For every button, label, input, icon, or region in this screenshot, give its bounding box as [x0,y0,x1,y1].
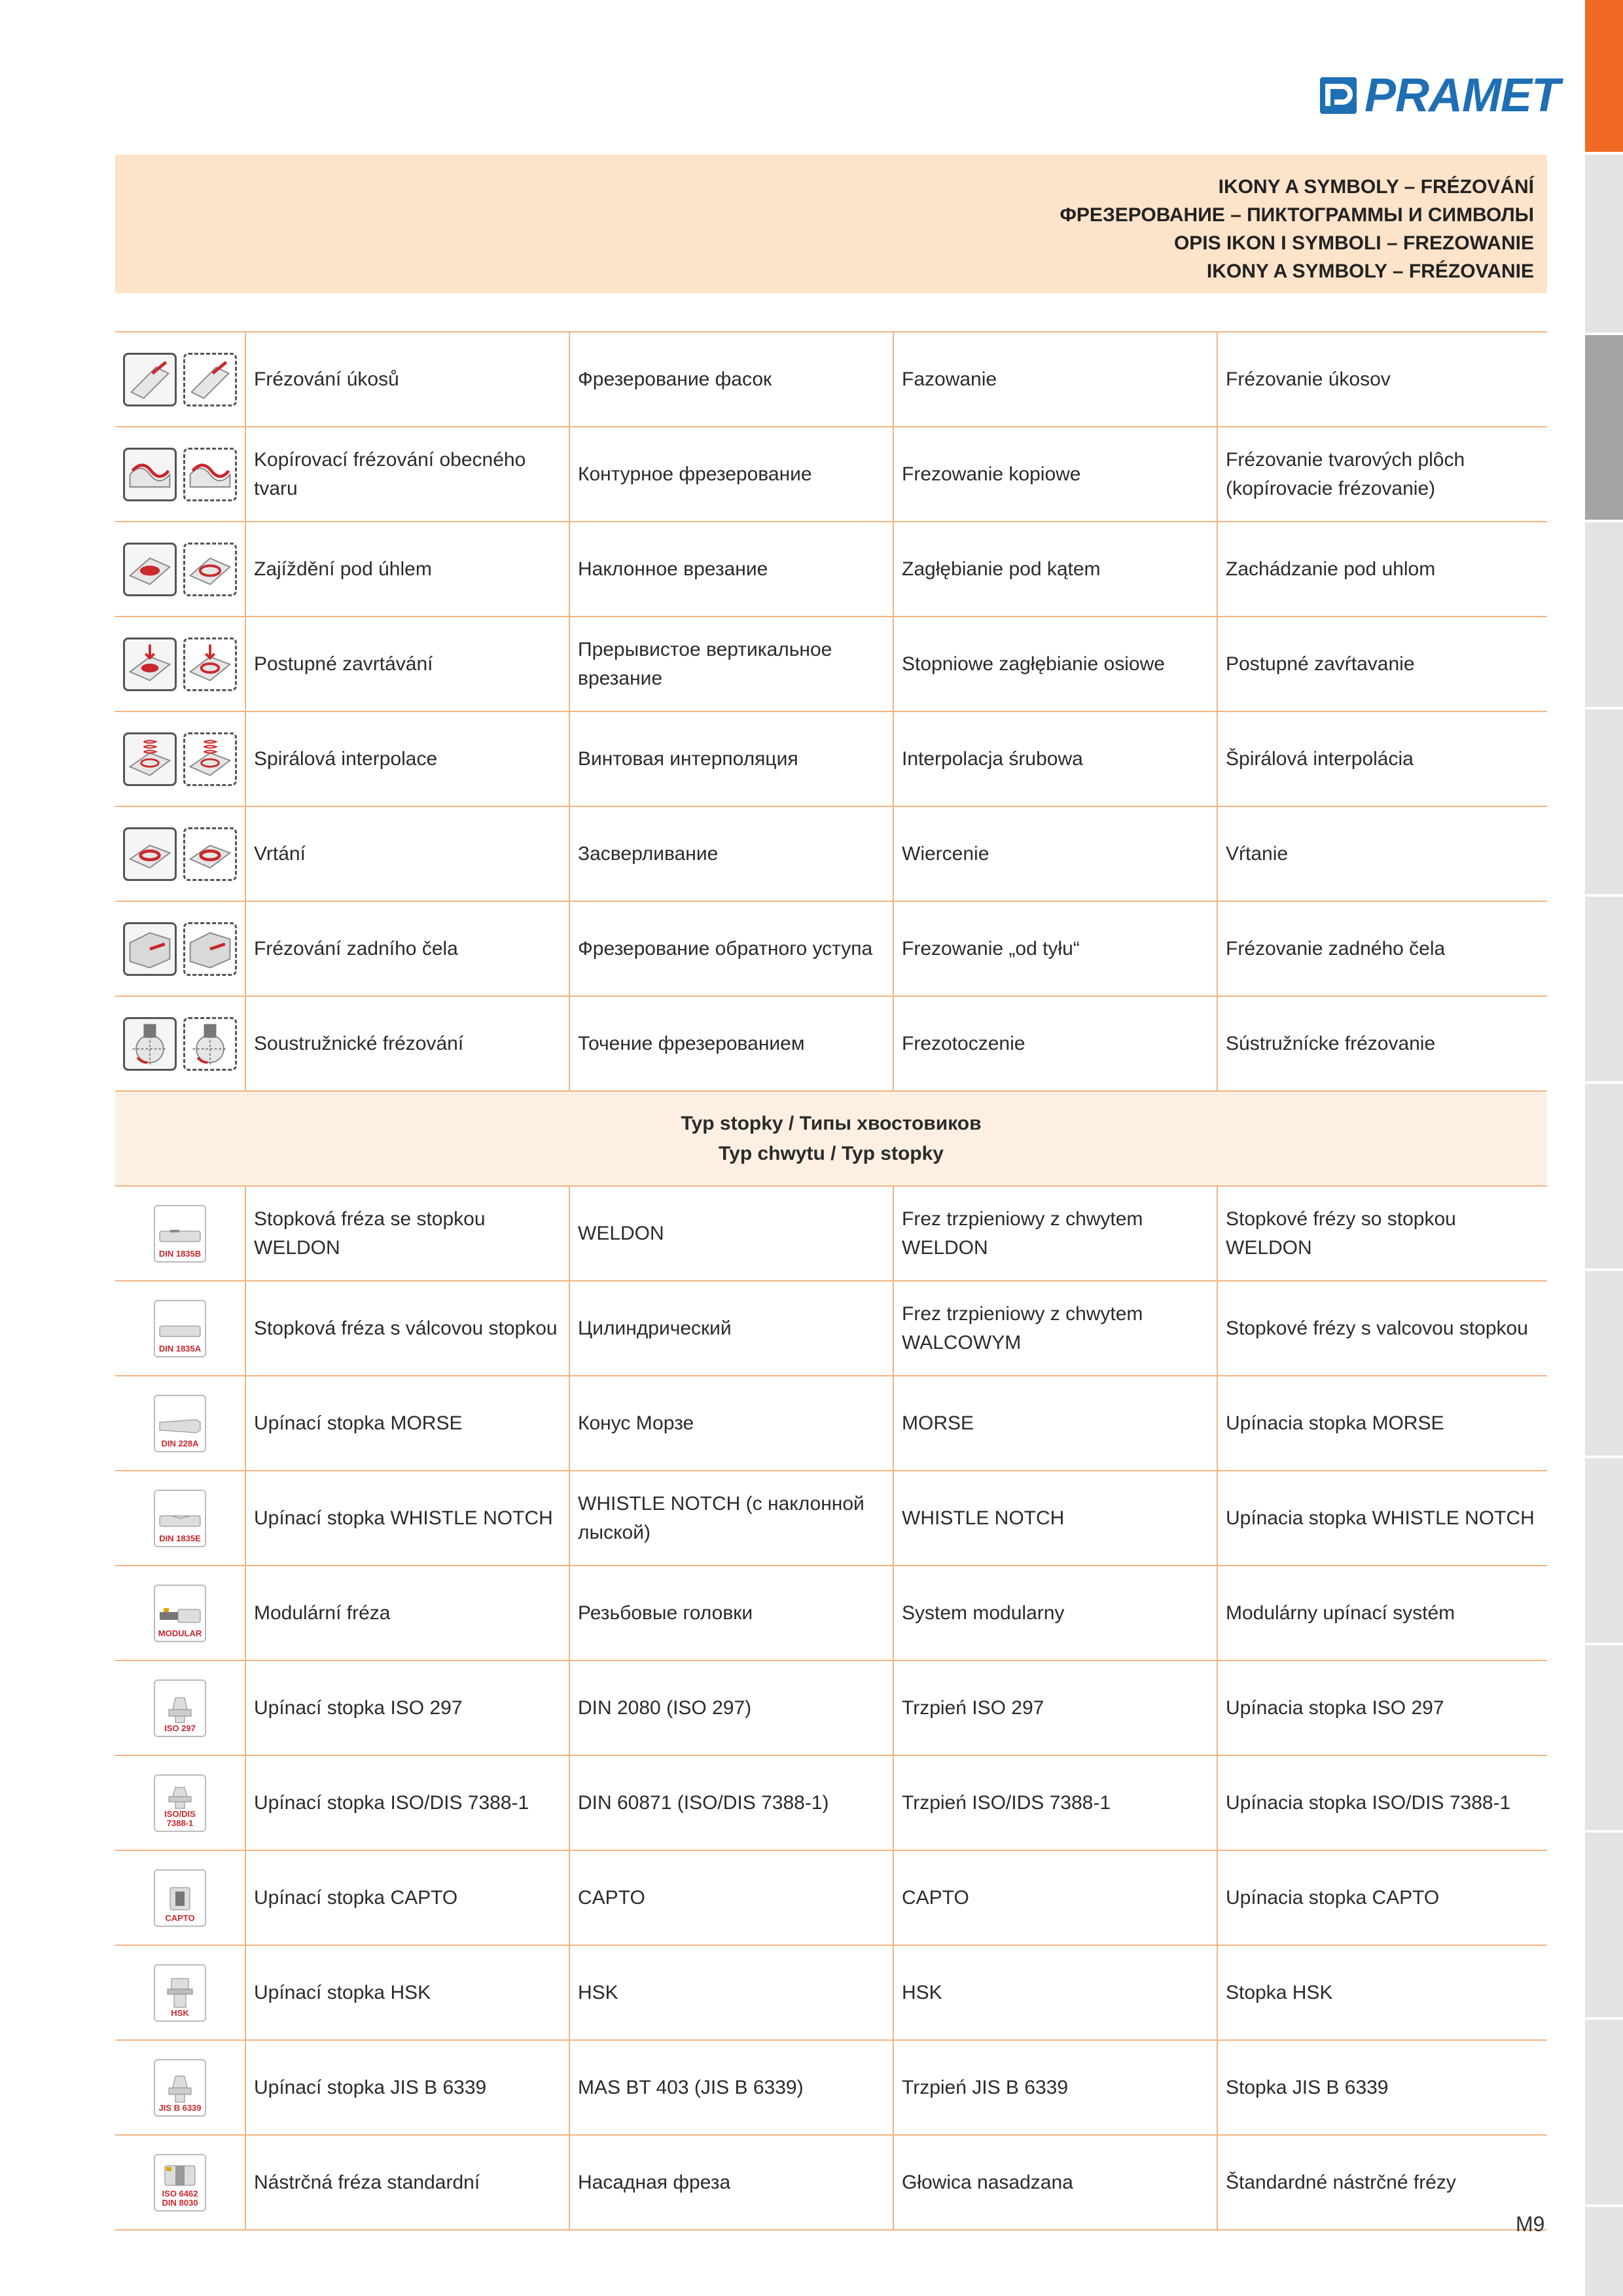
pramet-logo [1319,71,1560,120]
table-row [115,331,1547,426]
label-cz: Spirálová interpolace [246,712,570,806]
tab-divider [1585,152,1623,154]
tab-divider [1585,1643,1623,1645]
label-pl: System modularny [894,1566,1218,1660]
label-sk: Frézovanie úkosov [1226,368,1391,390]
label-ru: Прерывистое вертикальное врезание [570,617,894,711]
table-row [115,1185,1547,1280]
label-cz: Stopková fréza s válcovou stopkou [246,1282,570,1375]
tab-divider [1585,894,1623,897]
label-cz: Kopírovací frézování obecného tvaru [246,427,570,521]
label-sk: Vŕtanie [1226,842,1289,865]
label-sk: Stopkové frézy so stopkou WELDON [1226,1208,1456,1259]
label-sk: Upínacia stopka CAPTO [1226,1886,1440,1909]
label-pl: Fazowanie [894,332,1218,426]
label-ru: Фрезерование обратного уступа [570,902,894,996]
label-cz: Vrtání [246,807,570,901]
iso-dis-7388-1-shank-icon: ISO/DIS 7388-1 [154,1774,206,1832]
label-sk: Stopkové frézy s valcovou stopkou [1226,1317,1528,1339]
iso-297-shank-icon: ISO 297 [154,1679,206,1737]
label-pl: Zagłębianie pod kątem [894,522,1218,616]
helical-interpolation-icon [115,712,246,806]
label-ru: WHISTLE NOTCH (с наклонной лыской) [570,1471,894,1565]
label-pl: Frezowanie kopiowe [894,427,1218,521]
label-cz: Upínací stopka ISO 297 [246,1661,570,1755]
page-title-sk: IKONY A SYMBOLY – FRÉZOVANIE [1206,260,1534,282]
title-banner [115,154,1547,293]
label-pl: Głowica nasadzana [894,2136,1218,2229]
jis-b-6339-shank-icon: JIS B 6339 [154,2059,206,2117]
label-ru: Насадная фреза [570,2136,894,2229]
label-pl: Trzpień JIS B 6339 [894,2041,1218,2134]
logo-wordmark: PRAMET [1364,69,1560,122]
tab-divider [1585,2204,1623,2207]
label-pl: Frez trzpieniowy z chwytem WALCOWYM [894,1282,1218,1375]
table-row [115,426,1547,521]
label-cz: Stopková fréza se stopkou WELDON [246,1187,570,1280]
din-1835b-shank-icon: DIN 1835B [154,1205,206,1263]
label-ru: HSK [570,1946,894,2039]
label-pl: Frezotoczenie [894,997,1218,1090]
label-pl: WHISTLE NOTCH [894,1471,1218,1565]
label-sk: Zachádzanie pod uhlom [1226,558,1436,580]
label-ru: MAS BT 403 (JIS B 6339) [570,2041,894,2134]
tab-divider [1585,520,1623,522]
label-ru: Конус Морзе [570,1376,894,1470]
table-row [115,1850,1547,1945]
label-ru: WELDON [570,1187,894,1280]
table-row [115,901,1547,996]
section-title-line1: Typ stopky / Типы хвостовиков [681,1112,982,1134]
label-pl: MORSE [894,1376,1218,1470]
label-ru: Засверливание [570,807,894,901]
page-title-pl: OPIS IKON I SYMBOLI – FREZOWANIE [1173,232,1534,254]
copy-milling-icon [115,427,246,521]
label-sk: Špirálová interpolácia [1226,747,1414,770]
table-row [115,1755,1547,1850]
label-ru: Точение фрезерованием [570,997,894,1090]
table-row [115,1660,1547,1755]
label-ru: DIN 60871 (ISO/DIS 7388-1) [570,1756,894,1850]
label-sk: Stopka HSK [1226,1981,1333,2003]
label-cz: Zajíždění pod úhlem [246,522,570,616]
label-cz: Frézování úkosů [246,332,570,426]
table-row [115,2039,1547,2134]
section-tab-strip [1585,0,1623,2296]
modular-shank-icon: MODULAR [154,1585,206,1642]
table-row [115,1565,1547,1660]
tab-divider [1585,1268,1623,1271]
label-ru: Фрезерование фасок [570,332,894,426]
label-ru: Резьбовые головки [570,1566,894,1660]
table-row [115,711,1547,806]
shank-type-section-header [115,1090,1547,1185]
plunging-icon [115,617,246,711]
din-1835a-shank-icon: DIN 1835A [154,1300,206,1357]
label-cz: Nástrčná fréza standardní [246,2136,570,2229]
label-pl: Wiercenie [894,807,1218,901]
table-row [115,2134,1547,2231]
drilling-icon [115,807,246,901]
label-cz: Postupné zavrtávání [246,617,570,711]
label-sk: Upínacia stopka ISO/DIS 7388-1 [1226,1791,1511,1814]
label-ru: Цилиндрический [570,1282,894,1375]
label-pl: Interpolacja śrubowa [894,712,1218,806]
highlighted-section-tab[interactable] [1585,335,1623,520]
din-228a-shank-icon: DIN 228A [154,1395,206,1452]
label-sk: Upínacia stopka WHISTLE NOTCH [1226,1507,1535,1529]
tab-divider [1585,1456,1623,1458]
label-cz: Upínací stopka JIS B 6339 [246,2041,570,2134]
label-pl: Frez trzpieniowy z chwytem WELDON [894,1187,1218,1280]
label-cz: Modulární fréza [246,1566,570,1660]
label-ru: Контурное фрезерование [570,427,894,521]
turn-milling-icon [115,997,246,1090]
chamfer-milling-icon [115,332,246,426]
page-title-cz: IKONY A SYMBOLY – FRÉZOVÁNÍ [1218,176,1534,198]
tab-divider [1585,707,1623,709]
label-sk: Postupné zavŕtavanie [1226,653,1415,675]
ramping-icon [115,522,246,616]
label-sk: Sústružnícke frézovanie [1226,1032,1436,1054]
label-ru: DIN 2080 (ISO 297) [570,1661,894,1755]
section-title-line2: Typ chwytu / Typ stopky [719,1142,944,1164]
label-sk: Frézovanie tvarových plôch (kopírovacie frézovanie) [1226,448,1465,499]
label-pl: HSK [894,1946,1218,2039]
tab-divider [1585,2017,1623,2020]
label-ru: Наклонное врезание [570,522,894,616]
table-row [115,521,1547,616]
label-cz: Upínací stopka ISO/DIS 7388-1 [246,1756,570,1850]
label-pl: Stopniowe zagłębianie osiowe [894,617,1218,711]
table-row [115,1945,1547,2039]
label-sk: Frézovanie zadného čela [1226,937,1446,960]
label-ru: Винтовая интерполяция [570,712,894,806]
table-row [115,1470,1547,1565]
tab-divider [1585,1830,1623,1833]
active-section-tab[interactable] [1585,0,1623,152]
back-face-milling-icon [115,902,246,996]
label-cz: Upínací stopka MORSE [246,1376,570,1470]
label-sk: Modulárny upínací systém [1226,1602,1455,1624]
icons-table [115,331,1547,2231]
label-cz: Soustružnické frézování [246,997,570,1090]
page-number: M9 [1516,2212,1545,2236]
table-row [115,806,1547,901]
table-row [115,996,1547,1090]
table-row [115,1375,1547,1470]
hsk-shank-icon: HSK [154,1964,206,2022]
label-pl: Frezowanie „od tyłu“ [894,902,1218,996]
table-row [115,616,1547,711]
label-cz: Upínací stopka HSK [246,1946,570,2039]
table-row [115,1280,1547,1375]
label-pl: CAPTO [894,1851,1218,1945]
label-sk: Upínacia stopka ISO 297 [1226,1696,1444,1719]
tab-divider [1585,332,1623,335]
din-1835e-shank-icon: DIN 1835E [154,1490,206,1547]
capto-shank-icon: CAPTO [154,1869,206,1927]
label-pl: Trzpień ISO 297 [894,1661,1218,1755]
iso-6462-din-8030-shank-icon: ISO 6462 DIN 8030 [154,2154,206,2212]
label-sk: Stopka JIS B 6339 [1226,2076,1389,2098]
label-sk: Štandardné nástrčné frézy [1226,2171,1456,2193]
label-pl: Trzpień ISO/IDS 7388-1 [894,1756,1218,1850]
tab-divider [1585,1081,1623,1084]
page-title-ru: ФРЕЗЕРОВАНИЕ – ПИКТОГРАММЫ И СИМВОЛЫ [1060,204,1534,226]
label-cz: Upínací stopka WHISTLE NOTCH [246,1471,570,1565]
label-cz: Upínací stopka CAPTO [246,1851,570,1945]
label-ru: CAPTO [570,1851,894,1945]
label-cz: Frézování zadního čela [246,902,570,996]
pramet-logo-mark-icon [1319,76,1358,115]
label-sk: Upínacia stopka MORSE [1226,1412,1444,1434]
